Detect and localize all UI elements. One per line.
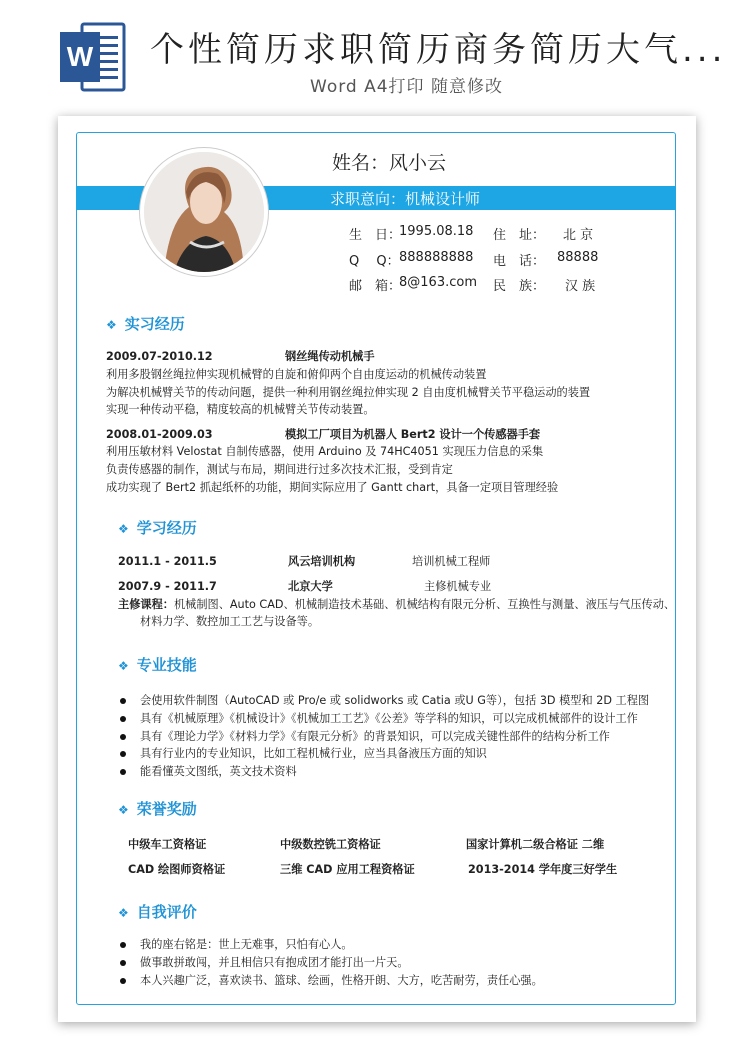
- bullet-icon: [120, 769, 126, 775]
- internship-2-line-3: 成功实现了 Bert2 抓起纸杯的功能，期间实际应用了 Gantt chart，具备一定项目管理经验: [106, 481, 559, 494]
- award-item: 三维 CAD 应用工程资格证: [280, 863, 415, 876]
- profile-photo: [140, 148, 268, 276]
- diamond-icon: ❖: [106, 318, 117, 332]
- word-icon-letter: W: [66, 41, 94, 72]
- section-self-eval-title: ❖ 自我评价: [118, 903, 197, 921]
- qq-value: 888888888: [399, 250, 474, 265]
- resume-sheet: [58, 116, 696, 1022]
- bullet-icon: [120, 978, 126, 984]
- address-value: 北 京: [563, 228, 594, 243]
- phone-label: 电 话：: [493, 254, 546, 269]
- diamond-icon: ❖: [118, 659, 129, 673]
- bullet-icon: [120, 698, 126, 704]
- skill-item: 会使用软件制图（AutoCAD 或 Pro/e 或 solidworks 或 Catia 或U G等），包括 3D 模型和 2D 工程图: [140, 694, 650, 707]
- courses-text: 机械制图、Auto CAD、机械制造技术基础、机械结构有限元分析、互换性与测量、液压与气压传动、: [173, 598, 676, 611]
- education-1-school: 风云培训机构: [288, 555, 356, 568]
- skill-item: 具有《理论力学》《材料力学》《有限元分析》的背景知识，可以完成关键性部件的结构分析工作: [140, 730, 610, 743]
- bullet-icon: [120, 734, 126, 740]
- page-header: [0, 0, 750, 100]
- award-item: 中级车工资格证: [128, 838, 207, 851]
- internship-1-line-2: 为解决机械臂关节的传动问题，提供一种利用钢丝绳拉伸实现 2 自由度机械臂关节平稳运动的装置: [106, 386, 591, 399]
- award-item: 中级数控铣工资格证: [280, 838, 381, 851]
- diamond-icon: ❖: [118, 906, 129, 920]
- self-eval-item: 我的座右铭是：世上无难事，只怕有心人。: [140, 938, 353, 951]
- email-value: 8@163.com: [399, 275, 477, 290]
- internship-2-date: 2008.01-2009.03: [106, 428, 213, 441]
- skill-item: 具有行业内的专业知识，比如工程机械行业，应当具备液压方面的知识: [140, 747, 487, 760]
- qq-label: Q Q：: [349, 254, 400, 269]
- section-internship-title: ❖ 实习经历: [106, 315, 185, 333]
- internship-1-date: 2009.07-2010.12: [106, 350, 213, 363]
- diamond-icon: ❖: [118, 522, 129, 536]
- word-icon: [60, 22, 126, 92]
- ethnicity-label: 民 族：: [493, 279, 546, 294]
- address-label: 住 址：: [493, 228, 546, 243]
- internship-2-line-2: 负责传感器的制作，测试与布局，期间进行过多次技术汇报，受到肯定: [106, 463, 453, 476]
- resume-name: 姓名：风小云: [332, 152, 447, 174]
- education-2-school: 北京大学: [288, 580, 333, 593]
- internship-1-line-3: 实现一种传动平稳，精度较高的机械臂关节传动装置。: [106, 403, 375, 416]
- email-label: 邮 箱：: [349, 279, 402, 294]
- phone-value: 88888: [557, 250, 599, 265]
- award-item: 2013-2014 学年度三好学生: [468, 863, 618, 876]
- bullet-icon: [120, 751, 126, 757]
- birthday-label: 生 日：: [349, 228, 402, 243]
- section-education-title: ❖ 学习经历: [118, 519, 197, 537]
- skill-item: 具有《机械原理》《机械设计》《机械加工工艺》《公差》等学科的知识，可以完成机械部件的设计工作: [140, 712, 638, 725]
- birthday-value: 1995.08.18: [399, 224, 474, 239]
- internship-1-line-1: 利用多股钢丝绳拉伸实现机械臂的自旋和俯仰两个自由度运动的机械传动装置: [106, 368, 487, 381]
- courses-line-1: [118, 596, 675, 614]
- award-item: 国家计算机二级合格证 二维: [466, 838, 605, 851]
- self-eval-item: 做事敢拼敢闯，并且相信只有抱成团才能打出一片天。: [140, 956, 409, 969]
- education-2-major: 主修机械专业: [424, 580, 492, 593]
- courses-label: 主修课程：: [118, 598, 174, 611]
- bullet-icon: [120, 942, 126, 948]
- skill-item: 能看懂英文图纸，英文技术资料: [140, 765, 297, 778]
- ethnicity-value: 汉 族: [565, 279, 596, 294]
- section-awards-title: ❖ 荣誉奖励: [118, 800, 197, 818]
- bullet-icon: [120, 960, 126, 966]
- award-item: CAD 绘图师资格证: [128, 863, 226, 876]
- education-1-date: 2011.1 - 2011.5: [118, 555, 217, 568]
- diamond-icon: ❖: [118, 803, 129, 817]
- job-intent: 求职意向：机械设计师: [330, 190, 481, 208]
- page-subtitle: Word A4打印 随意修改: [310, 77, 503, 97]
- section-skills-title: ❖ 专业技能: [118, 656, 197, 674]
- education-1-major: 培训机械工程师: [412, 555, 491, 568]
- education-2-date: 2007.9 - 2011.7: [118, 580, 217, 593]
- internship-2-role: 模拟工厂项目为机器人 Bert2 设计一个传感器手套: [285, 428, 541, 441]
- courses-line-2: 材料力学、数控加工工艺与设备等。: [140, 615, 320, 628]
- internship-2-line-1: 利用压敏材料 Velostat 自制传感器，使用 Arduino 及 74HC4051 实现压力信息的采集: [106, 445, 544, 458]
- self-eval-item: 本人兴趣广泛，喜欢读书、篮球、绘画，性格开朗、大方，吃苦耐劳，责任心强。: [140, 974, 543, 987]
- bullet-icon: [120, 716, 126, 722]
- page-title: 个性简历求职简历商务简历大气...: [150, 30, 727, 70]
- internship-1-role: 钢丝绳传动机械手: [285, 350, 375, 363]
